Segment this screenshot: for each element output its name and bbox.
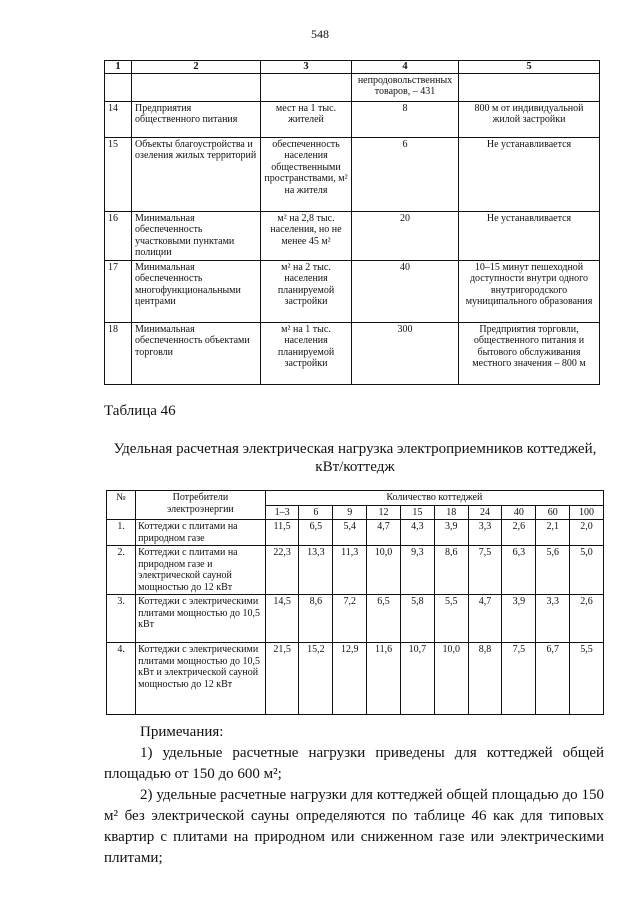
cell-value: 4,7 [468, 595, 502, 643]
row-value: 6 [352, 137, 459, 211]
row-value: 40 [352, 260, 459, 322]
table-title [98, 440, 612, 476]
cell-value: 5,5 [434, 595, 468, 643]
table-title-line-2: кВт/коттедж [315, 459, 395, 475]
table-row [105, 73, 600, 101]
cell-value: 5,5 [570, 643, 604, 715]
row-value: 300 [352, 322, 459, 384]
cell-value: 22,3 [265, 546, 299, 595]
count-header: 24 [468, 505, 502, 520]
count-header: 15 [400, 505, 434, 520]
header-col-4: 4 [352, 61, 459, 74]
cell-value: 5,8 [400, 595, 434, 643]
row-note: 10–15 минут пешеходной доступности внутри одного внутригородского муниципального образования [459, 260, 600, 322]
row-consumer: Коттеджи с плитами на природном газе и электрической сауной мощностью до 12 кВт [136, 546, 266, 595]
cell-value: 14,5 [265, 595, 299, 643]
header-number: № [107, 491, 136, 520]
row-name: Минимальная обеспеченность участковыми пунктами полиции [132, 211, 261, 260]
cell-value: 21,5 [265, 643, 299, 715]
row-number: 17 [105, 260, 132, 322]
table-row [107, 520, 604, 546]
cell-value: 12,9 [333, 643, 367, 715]
cell-value: 3,9 [434, 520, 468, 546]
row-number: 4. [107, 643, 136, 715]
count-header: 9 [333, 505, 367, 520]
cell-value: 9,3 [400, 546, 434, 595]
electric-load-table [106, 490, 604, 715]
row-value: 8 [352, 101, 459, 137]
count-header: 60 [536, 505, 570, 520]
cell-value: 6,3 [502, 546, 536, 595]
header-quantity: Количество коттеджей [265, 491, 603, 506]
table-header-row [105, 61, 600, 74]
row-unit: м² на 1 тыс. населения планируемой застройки [261, 322, 352, 384]
header-col-5: 5 [459, 61, 600, 74]
cell-value: 3,9 [502, 595, 536, 643]
cell-value: 6,5 [367, 595, 401, 643]
cell-value: 8,8 [468, 643, 502, 715]
row-name: Минимальная обеспеченность многофункциональными центрами [132, 260, 261, 322]
row-note: Не устанавливается [459, 211, 600, 260]
note-1: 1) удельные расчетные нагрузки приведены для коттеджей общей площадью от 150 до 600 м²; [104, 745, 604, 782]
row-consumer: Коттеджи с электрическими плитами мощностью до 10,5 кВт [136, 595, 266, 643]
row-number: 16 [105, 211, 132, 260]
cell-value: 5,6 [536, 546, 570, 595]
cell-value: 8,6 [299, 595, 333, 643]
header-col-2: 2 [132, 61, 261, 74]
cell-value: 3,3 [468, 520, 502, 546]
count-header: 40 [502, 505, 536, 520]
header-col-1: 1 [105, 61, 132, 74]
table-title-line-1: Удельная расчетная электрическая нагрузка электроприемников коттеджей, [113, 441, 597, 457]
cell-value: 5,4 [333, 520, 367, 546]
page-number: 548 [311, 27, 329, 41]
row-number: 18 [105, 322, 132, 384]
table-row [105, 137, 600, 211]
row-number: 14 [105, 101, 132, 137]
row-name: Объекты благоустройства и озеления жилых территорий [132, 137, 261, 211]
row-note: Предприятия торговли, общественного питания и бытового обслуживания местного значения – 800 м [459, 322, 600, 384]
header-consumers: Потребители электроэнергии [136, 491, 266, 520]
cell-value: 11,3 [333, 546, 367, 595]
count-header: 100 [570, 505, 604, 520]
row-value: непродовольственных товаров, – 431 [352, 73, 459, 101]
header-col-3: 3 [261, 61, 352, 74]
cell-value: 4,3 [400, 520, 434, 546]
table-row [105, 322, 600, 384]
cell-value: 6,5 [299, 520, 333, 546]
cell-value: 2,0 [570, 520, 604, 546]
row-consumer: Коттеджи с плитами на природном газе [136, 520, 266, 546]
row-unit: м² на 2,8 тыс. населения, но не менее 45 м² [261, 211, 352, 260]
row-unit: м² на 2 тыс. населения планируемой застройки [261, 260, 352, 322]
norms-table [104, 60, 600, 385]
cell-value: 11,6 [367, 643, 401, 715]
notes-section [104, 722, 604, 869]
row-value: 20 [352, 211, 459, 260]
count-header: 6 [299, 505, 333, 520]
row-name: Предприятия общественного питания [132, 101, 261, 137]
table-row [105, 211, 600, 260]
row-unit: обеспеченность населения общественными пространствами, м² на жителя [261, 137, 352, 211]
cell-value: 10,7 [400, 643, 434, 715]
table-header-row [107, 491, 604, 506]
row-name: Минимальная обеспеченность объектами торговли [132, 322, 261, 384]
cell-value: 2,1 [536, 520, 570, 546]
note-2: 2) удельные расчетные нагрузки для коттеджей общей площадью до 150 м² без электрической сауны определяются по таблице 46 как для типовых квартир с плитами на природном или сниженном газе или электрическими плитами; [104, 787, 604, 866]
row-unit [261, 73, 352, 101]
cell-value: 8,6 [434, 546, 468, 595]
cell-value: 11,5 [265, 520, 299, 546]
table-row [105, 101, 600, 137]
row-number [105, 73, 132, 101]
notes-heading: Примечания: [140, 724, 224, 740]
table-row [105, 260, 600, 322]
cell-value: 15,2 [299, 643, 333, 715]
table-row [107, 643, 604, 715]
row-consumer: Коттеджи с электрическими плитами мощностью до 10,5 кВт и электрической сауной мощностью до 12 кВт [136, 643, 266, 715]
cell-value: 7,5 [502, 643, 536, 715]
row-number: 15 [105, 137, 132, 211]
row-number: 2. [107, 546, 136, 595]
row-number: 3. [107, 595, 136, 643]
cell-value: 3,3 [536, 595, 570, 643]
row-unit: мест на 1 тыс. жителей [261, 101, 352, 137]
cell-value: 10,0 [434, 643, 468, 715]
cell-value: 13,3 [299, 546, 333, 595]
row-note: 800 м от индивидуальной жилой застройки [459, 101, 600, 137]
cell-value: 5,0 [570, 546, 604, 595]
cell-value: 6,7 [536, 643, 570, 715]
count-header: 18 [434, 505, 468, 520]
table-row [107, 595, 604, 643]
table-caption: Таблица 46 [104, 403, 176, 419]
row-note [459, 73, 600, 101]
cell-value: 10,0 [367, 546, 401, 595]
row-number: 1. [107, 520, 136, 546]
count-header: 12 [367, 505, 401, 520]
row-name [132, 73, 261, 101]
count-header: 1–3 [265, 505, 299, 520]
cell-value: 4,7 [367, 520, 401, 546]
row-note: Не устанавливается [459, 137, 600, 211]
cell-value: 7,5 [468, 546, 502, 595]
table-row [107, 546, 604, 595]
cell-value: 2,6 [502, 520, 536, 546]
cell-value: 2,6 [570, 595, 604, 643]
cell-value: 7,2 [333, 595, 367, 643]
